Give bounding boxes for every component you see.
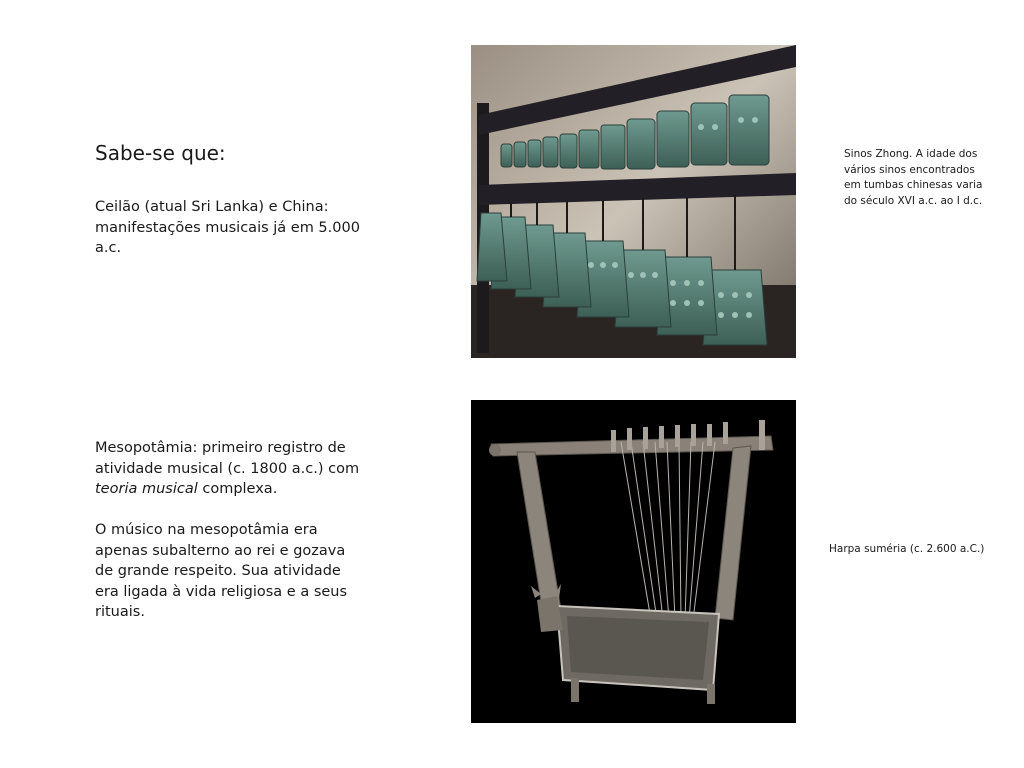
- paragraph-mesopotamia-emphasis: teoria musical: [95, 481, 198, 497]
- paragraph-mesopotamia: [95, 438, 385, 500]
- caption-bells: Sinos Zhong. A idade dos vários sinos encontrados em tumbas chinesas varia do século XVI a.c. ao I d.c.: [844, 148, 983, 207]
- paragraph-ceilao-china: Ceilão (atual Sri Lanka) e China: manifestações musicais já em 5.000 a.c.: [95, 199, 360, 256]
- sumerian-harp-photo: [471, 400, 796, 723]
- paragraph-mesopotamia-text: Mesopotâmia: primeiro registro de atividade musical (c. 1800 a.c.) com: [95, 440, 360, 477]
- caption-harp: Harpa suméria (c. 2.600 a.C.): [829, 543, 985, 555]
- bells-illustration: [471, 45, 796, 358]
- slide-heading: Sabe-se que:: [95, 141, 226, 165]
- paragraph-musician: O músico na mesopotâmia era apenas subalterno ao rei e gozava de grande respeito. Sua atividade era ligada à vida religiosa e a seus rituais.: [95, 522, 348, 620]
- paragraph-mesopotamia-tail: complexa.: [197, 481, 278, 497]
- zhong-bells-photo: [471, 45, 796, 358]
- harp-illustration: [471, 400, 796, 723]
